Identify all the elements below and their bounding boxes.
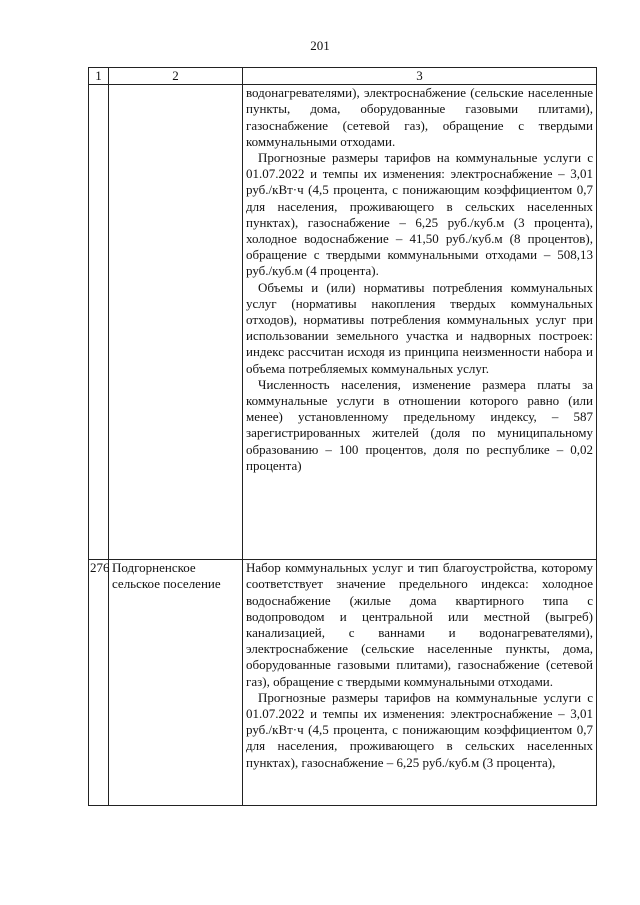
row-description (243, 560, 597, 806)
paragraph: Прогнозные размеры тарифов на коммунальные услуги с 01.07.2022 и темпы их изменения: электроснабжение – 3,01 руб./кВт·ч (4,5 процента, с понижающим коэффициентом 0,7 для населения, проживающего в сельских населенных пунктах), газоснабжение – 6,25 руб./куб.м (3 процента), (246, 689, 593, 770)
header-col-2: 2 (109, 68, 243, 85)
paragraph: водонагревателями), электроснабжение (сельские населенные пункты, дома, оборудованные газовыми плитами), газоснабжение (сетевой газ), обращение с твердыми коммунальными отходами. (246, 85, 593, 149)
table-header-row (89, 68, 597, 85)
paragraph: Численность населения, изменение размера платы за коммунальные услуги в отношении которого равно (или менее) установленному предельному индексу, – 587 зарегистрированных жителей (доля по муниципальному образованию – 100 процентов, доля по республике – 0,02 процента) (246, 376, 593, 473)
header-col-3: 3 (243, 68, 597, 85)
table-row (89, 560, 597, 806)
row-description (243, 85, 597, 560)
header-col-1: 1 (89, 68, 109, 85)
row-number (89, 85, 109, 560)
municipality-name: Подгорненское сельское поселение (109, 560, 243, 806)
table-row (89, 85, 597, 560)
paragraph: Объемы и (или) нормативы потребления коммунальных услуг (нормативы накопления твердых коммунальных отходов), нормативы потребления коммунальных услуг при использовании земельного участка и надворных построек: индекс рассчитан исходя из принципа неизменности набора и объема потребляемых коммунальных услуг. (246, 279, 593, 376)
row-number: 276 (89, 560, 109, 806)
municipality-name (109, 85, 243, 560)
paragraph: Набор коммунальных услуг и тип благоустройства, которому соответствует значение предельного индекса: холодное водоснабжение (жилые дома квартирного типа с водопроводом и центральной или местной (выгреб) канализацией, с ваннами и водонагревателями), электроснабжение (сельские населенные пункты, дома, оборудованные газовыми плитами), газоснабжение (сетевой газ), обращение с твердыми коммунальными отходами. (246, 560, 593, 689)
page-number: 201 (310, 38, 330, 53)
tariff-table (88, 67, 597, 806)
paragraph: Прогнозные размеры тарифов на коммунальные услуги с 01.07.2022 и темпы их изменения: электроснабжение – 3,01 руб./кВт·ч (4,5 процента, с понижающим коэффициентом 0,7 для населения, проживающего в сельских населенных пунктах), газоснабжение – 6,25 руб./куб.м (3 процента), холодное водоснабжение – 41,50 руб./куб.м (8 процентов), обращение с твердыми коммунальными отходами – 508,13 руб./куб.м (4 процента). (246, 150, 593, 279)
